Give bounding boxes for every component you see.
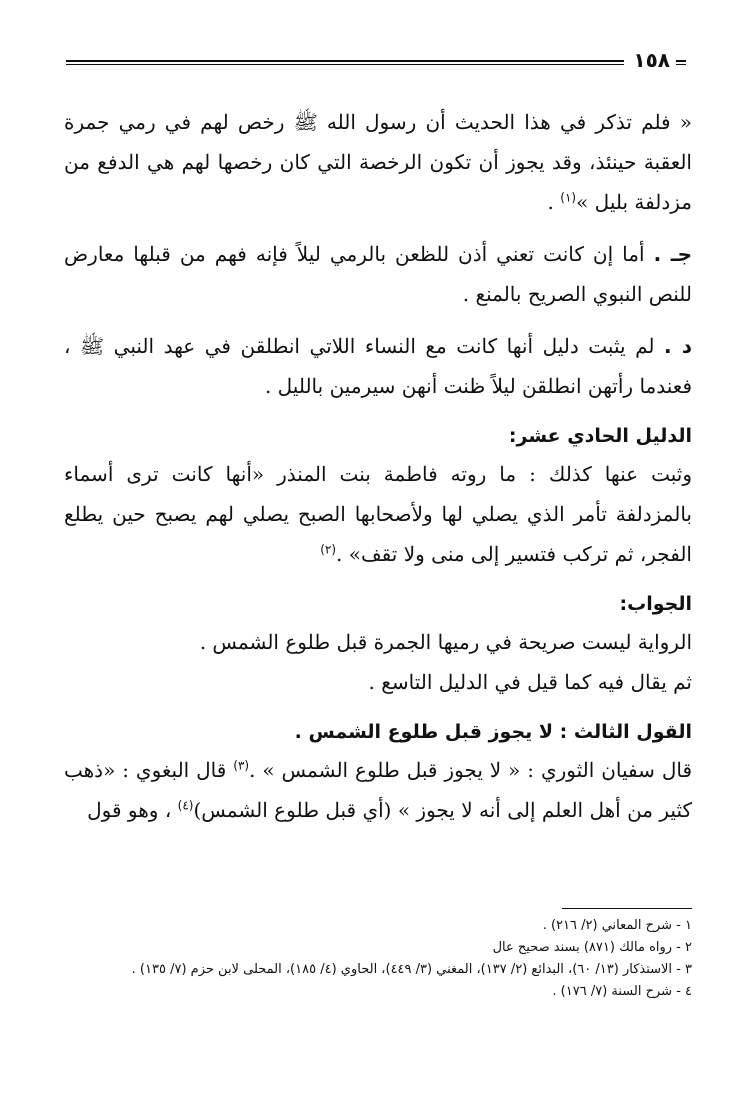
item-dal bbox=[64, 326, 692, 406]
item-jeem bbox=[64, 234, 692, 314]
footnote-rule bbox=[562, 908, 692, 909]
quote-text: « فلم تذكر في هذا الحديث أن رسول الله ﷺ رخص لهم في رمي جمرة العقبة حينئذ، وقد يجوز أن تكون الرخصة التي كان رخصها لهم هي الدفع من مزدلفة بليل » bbox=[64, 110, 692, 214]
paragraph-quote bbox=[64, 102, 692, 222]
footnote-3: ٣ - الاستذكار (١٣/ ٦٠)، البدائع (٢/ ١٣٧)، المغني (٣/ ٤٤٩)، الحاوي (٤/ ١٨٥)، المحلى لابن حزم (٧/ ١٣٥) . bbox=[131, 962, 692, 977]
header-rule bbox=[66, 60, 624, 65]
paragraph-third-opinion bbox=[64, 750, 692, 830]
item-jeem-letter: جـ . bbox=[653, 242, 693, 266]
item-dal-text: لم يثبت دليل أنها كانت مع النساء اللاتي انطلقن في عهد النبي ﷺ ، فعندما رأتهن انطلقن ليلاً ظنت أنهن سيرمين بالليل . bbox=[64, 334, 692, 398]
item-dal-letter: د . bbox=[664, 334, 693, 358]
footnote-4: ٤ - شرح السنة (٧/ ١٧٦) . bbox=[552, 984, 692, 999]
footnote-1: ١ - شرح المعاني (٢/ ٢١٦) . bbox=[542, 918, 692, 933]
footnotes bbox=[64, 908, 692, 1003]
body-text bbox=[64, 102, 692, 842]
footnote-ref-4: (٤) bbox=[177, 798, 194, 813]
answer-line-1: الرواية ليست صريحة في رميها الجمرة قبل طلوع الشمس . bbox=[199, 630, 692, 654]
footnote-ref-1: (١) bbox=[560, 190, 577, 205]
header-rule-end bbox=[676, 60, 686, 65]
heading-eleventh-evidence: الدليل الحادي عشر: bbox=[508, 425, 692, 447]
thawri-quote: قال سفيان الثوري : « لا يجوز قبل طلوع الشمس » . bbox=[249, 758, 692, 782]
footnote-2: ٢ - رواه مالك (٨٧١) بسند صحيح عال bbox=[492, 940, 692, 955]
continuation-text: ، وهو قول bbox=[87, 798, 172, 822]
baghawi-quote: قال البغوي : «ذهب كثير من أهل العلم إلى أنه لا يجوز » (أي قبل طلوع الشمس) bbox=[64, 758, 692, 822]
footnote-ref-2: (٢) bbox=[320, 542, 337, 557]
answer-line-2: ثم يقال فيه كما قيل في الدليل التاسع . bbox=[368, 670, 692, 694]
item-jeem-text: أما إن كانت تعني أذن للظعن بالرمي ليلاً فإنه فهم من قبلها معارض للنص النبوي الصريح بالمنع . bbox=[64, 242, 692, 306]
page-header bbox=[66, 48, 686, 74]
quote-end: . bbox=[547, 190, 554, 214]
eleventh-evidence-text: وثبت عنها كذلك : ما روته فاطمة بنت المنذر «أنها كانت ترى أسماء بالمزدلفة تأمر الذي يصلي لها ولأصحابها الصبح يصلي لهم يصبح حين يطلع الفجر، ثم تركب فتسير إلى منى ولا تقف» . bbox=[64, 462, 692, 566]
heading-third-opinion: القول الثالث : لا يجوز قبل طلوع الشمس . bbox=[294, 721, 692, 743]
paragraph-eleventh-evidence bbox=[64, 454, 692, 574]
heading-answer: الجواب: bbox=[619, 593, 692, 615]
footnote-ref-3: (٣) bbox=[233, 758, 250, 773]
page-number: ١٥٨ bbox=[629, 48, 674, 72]
